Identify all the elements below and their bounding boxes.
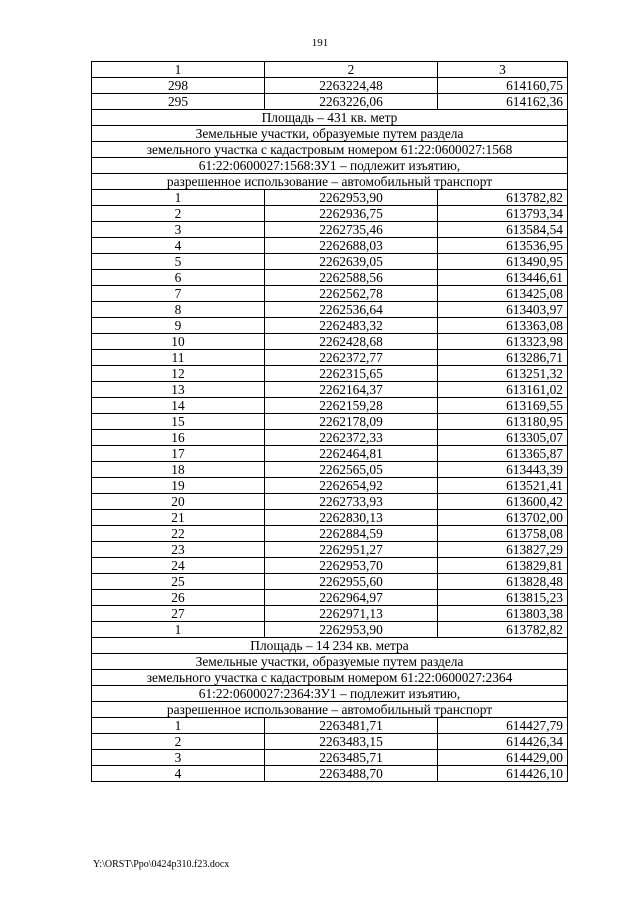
table-row <box>92 270 568 286</box>
y-coordinate: 614160,75 <box>438 78 568 94</box>
y-coordinate: 613829,81 <box>438 558 568 574</box>
y-coordinate: 614426,10 <box>438 766 568 782</box>
table-row <box>92 318 568 334</box>
table-row <box>92 254 568 270</box>
y-coordinate: 613584,54 <box>438 222 568 238</box>
x-coordinate: 2262955,60 <box>265 574 438 590</box>
section-subtitle-line: 61:22:0600027:2364:ЗУ1 – подлежит изъятию, <box>92 686 568 702</box>
point-number: 20 <box>92 494 265 510</box>
section-subtitle-line: 61:22:0600027:1568:ЗУ1 – подлежит изъятию, <box>92 158 568 174</box>
y-coordinate: 613782,82 <box>438 190 568 206</box>
point-number: 13 <box>92 382 265 398</box>
table-row <box>92 718 568 734</box>
section-title-line: Земельные участки, образуемые путем раздела <box>92 126 568 142</box>
table-row <box>92 334 568 350</box>
x-coordinate: 2262936,75 <box>265 206 438 222</box>
table-row <box>92 590 568 606</box>
y-coordinate: 614162,36 <box>438 94 568 110</box>
x-coordinate: 2262315,65 <box>265 366 438 382</box>
table-row <box>92 350 568 366</box>
y-coordinate: 613251,32 <box>438 366 568 382</box>
table-row <box>92 382 568 398</box>
point-number: 16 <box>92 430 265 446</box>
x-coordinate: 2262428,68 <box>265 334 438 350</box>
x-coordinate: 2262953,70 <box>265 558 438 574</box>
x-coordinate: 2262483,32 <box>265 318 438 334</box>
x-coordinate: 2263481,71 <box>265 718 438 734</box>
table-row <box>92 366 568 382</box>
table-row <box>92 734 568 750</box>
table-row <box>92 94 568 110</box>
page-number: 191 <box>311 37 329 49</box>
point-number: 2 <box>92 734 265 750</box>
y-coordinate: 613815,23 <box>438 590 568 606</box>
y-coordinate: 613828,48 <box>438 574 568 590</box>
point-number: 9 <box>92 318 265 334</box>
point-number: 8 <box>92 302 265 318</box>
table-row <box>92 78 568 94</box>
table-row <box>92 750 568 766</box>
y-coordinate: 613490,95 <box>438 254 568 270</box>
x-coordinate: 2262953,90 <box>265 190 438 206</box>
y-coordinate: 613521,41 <box>438 478 568 494</box>
y-coordinate: 613803,38 <box>438 606 568 622</box>
file-path-footer: Y:\ORST\Ppo\0424p310.f23.docx <box>93 859 230 870</box>
x-coordinate: 2262951,27 <box>265 542 438 558</box>
point-number: 1 <box>92 190 265 206</box>
x-coordinate: 2262372,33 <box>265 430 438 446</box>
y-coordinate: 613169,55 <box>438 398 568 414</box>
area-label: Площадь – 14 234 кв. метра <box>92 638 568 654</box>
point-number: 21 <box>92 510 265 526</box>
table-row <box>92 302 568 318</box>
x-coordinate: 2263483,15 <box>265 734 438 750</box>
x-coordinate: 2262588,56 <box>265 270 438 286</box>
table-row <box>92 462 568 478</box>
table-row <box>92 510 568 526</box>
section-subtitle-row <box>92 686 568 702</box>
table-header-row <box>92 62 568 78</box>
y-coordinate: 613793,34 <box>438 206 568 222</box>
table-row <box>92 622 568 638</box>
point-number: 18 <box>92 462 265 478</box>
point-number: 26 <box>92 590 265 606</box>
area-row <box>92 110 568 126</box>
y-coordinate: 613600,42 <box>438 494 568 510</box>
point-number: 3 <box>92 222 265 238</box>
x-coordinate: 2263485,71 <box>265 750 438 766</box>
section-subtitle-line: разрешенное использование – автомобильный транспорт <box>92 702 568 718</box>
section-title-row <box>92 670 568 686</box>
point-number: 27 <box>92 606 265 622</box>
point-number: 7 <box>92 286 265 302</box>
table-row <box>92 206 568 222</box>
section-title-row <box>92 142 568 158</box>
header-cell-x: 2 <box>265 62 438 78</box>
y-coordinate: 613702,00 <box>438 510 568 526</box>
section-title-line: земельного участка с кадастровым номером 61:22:0600027:2364 <box>92 670 568 686</box>
point-number: 23 <box>92 542 265 558</box>
header-cell-y: 3 <box>438 62 568 78</box>
x-coordinate: 2262971,13 <box>265 606 438 622</box>
y-coordinate: 613827,29 <box>438 542 568 558</box>
point-number: 22 <box>92 526 265 542</box>
point-number: 10 <box>92 334 265 350</box>
table-row <box>92 478 568 494</box>
x-coordinate: 2262830,13 <box>265 510 438 526</box>
x-coordinate: 2262565,05 <box>265 462 438 478</box>
coordinates-table-body <box>92 62 568 782</box>
y-coordinate: 614427,79 <box>438 718 568 734</box>
point-number: 14 <box>92 398 265 414</box>
table-row <box>92 430 568 446</box>
x-coordinate: 2262735,46 <box>265 222 438 238</box>
table-row <box>92 222 568 238</box>
point-number: 19 <box>92 478 265 494</box>
table-row <box>92 606 568 622</box>
y-coordinate: 613443,39 <box>438 462 568 478</box>
y-coordinate: 613782,82 <box>438 622 568 638</box>
table-row <box>92 494 568 510</box>
y-coordinate: 613446,61 <box>438 270 568 286</box>
table-row <box>92 574 568 590</box>
x-coordinate: 2262164,37 <box>265 382 438 398</box>
section-title-line: земельного участка с кадастровым номером 61:22:0600027:1568 <box>92 142 568 158</box>
y-coordinate: 613180,95 <box>438 414 568 430</box>
y-coordinate: 614429,00 <box>438 750 568 766</box>
y-coordinate: 613536,95 <box>438 238 568 254</box>
y-coordinate: 613403,97 <box>438 302 568 318</box>
y-coordinate: 613365,87 <box>438 446 568 462</box>
point-number: 17 <box>92 446 265 462</box>
y-coordinate: 613286,71 <box>438 350 568 366</box>
point-number: 1 <box>92 622 265 638</box>
x-coordinate: 2262964,97 <box>265 590 438 606</box>
x-coordinate: 2263224,48 <box>265 78 438 94</box>
point-number: 295 <box>92 94 265 110</box>
point-number: 11 <box>92 350 265 366</box>
y-coordinate: 613161,02 <box>438 382 568 398</box>
y-coordinate: 613323,98 <box>438 334 568 350</box>
table-row <box>92 286 568 302</box>
point-number: 3 <box>92 750 265 766</box>
table-row <box>92 446 568 462</box>
x-coordinate: 2262159,28 <box>265 398 438 414</box>
x-coordinate: 2262654,92 <box>265 478 438 494</box>
table-row <box>92 414 568 430</box>
point-number: 4 <box>92 766 265 782</box>
table-row <box>92 766 568 782</box>
section-subtitle-row <box>92 158 568 174</box>
point-number: 24 <box>92 558 265 574</box>
section-title-row <box>92 654 568 670</box>
header-cell-point: 1 <box>92 62 265 78</box>
y-coordinate: 613425,08 <box>438 286 568 302</box>
table-row <box>92 398 568 414</box>
table-row <box>92 542 568 558</box>
area-label: Площадь – 431 кв. метр <box>92 110 568 126</box>
x-coordinate: 2262953,90 <box>265 622 438 638</box>
y-coordinate: 613305,07 <box>438 430 568 446</box>
x-coordinate: 2263226,06 <box>265 94 438 110</box>
x-coordinate: 2262562,78 <box>265 286 438 302</box>
y-coordinate: 613758,08 <box>438 526 568 542</box>
coordinates-table <box>91 61 568 782</box>
y-coordinate: 613363,08 <box>438 318 568 334</box>
area-row <box>92 638 568 654</box>
y-coordinate: 614426,34 <box>438 734 568 750</box>
point-number: 12 <box>92 366 265 382</box>
point-number: 15 <box>92 414 265 430</box>
section-title-line: Земельные участки, образуемые путем раздела <box>92 654 568 670</box>
section-subtitle-row <box>92 702 568 718</box>
point-number: 25 <box>92 574 265 590</box>
x-coordinate: 2262733,93 <box>265 494 438 510</box>
point-number: 5 <box>92 254 265 270</box>
table-row <box>92 526 568 542</box>
point-number: 1 <box>92 718 265 734</box>
x-coordinate: 2262639,05 <box>265 254 438 270</box>
section-title-row <box>92 126 568 142</box>
point-number: 2 <box>92 206 265 222</box>
x-coordinate: 2262536,64 <box>265 302 438 318</box>
point-number: 4 <box>92 238 265 254</box>
table-row <box>92 558 568 574</box>
x-coordinate: 2262688,03 <box>265 238 438 254</box>
section-subtitle-row <box>92 174 568 190</box>
x-coordinate: 2262178,09 <box>265 414 438 430</box>
x-coordinate: 2262372,77 <box>265 350 438 366</box>
table-row <box>92 238 568 254</box>
x-coordinate: 2263488,70 <box>265 766 438 782</box>
x-coordinate: 2262464,81 <box>265 446 438 462</box>
table-row <box>92 190 568 206</box>
section-subtitle-line: разрешенное использование – автомобильный транспорт <box>92 174 568 190</box>
point-number: 298 <box>92 78 265 94</box>
point-number: 6 <box>92 270 265 286</box>
x-coordinate: 2262884,59 <box>265 526 438 542</box>
